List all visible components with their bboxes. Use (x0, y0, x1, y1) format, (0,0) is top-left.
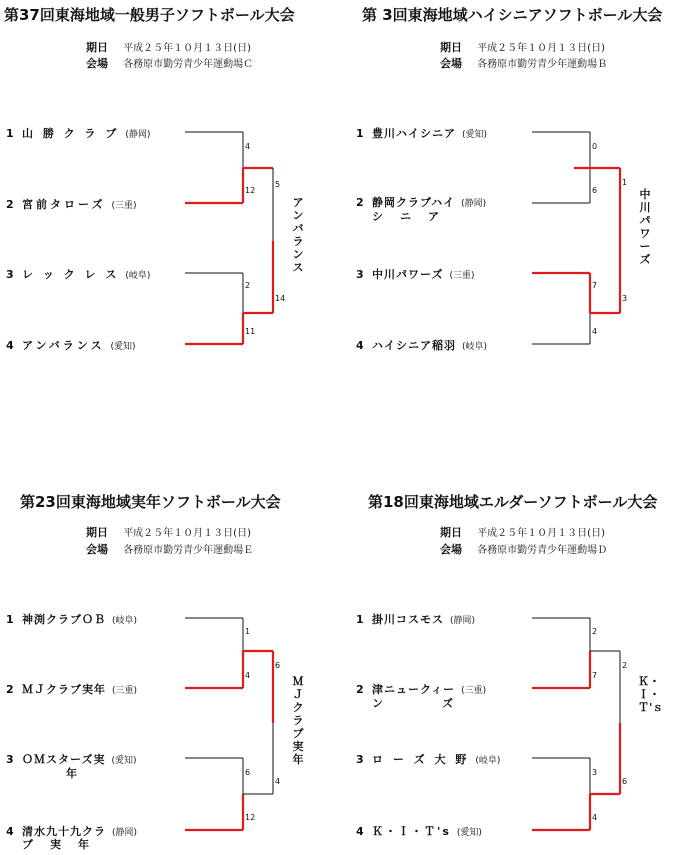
date-value: 平成２５年１０月１３日(日) (477, 528, 605, 539)
venue-value: 各務原市勤労青少年運動場Ｅ (123, 545, 254, 556)
team-entry-cont: ブ 実 年 (22, 838, 92, 851)
score-label: 1 (245, 627, 251, 636)
date-label: 期日 (440, 41, 462, 54)
team-entry: 4 アンバランス (愛知) (6, 339, 136, 352)
team-entry: 1 山 勝 ク ラ ブ (静岡) (6, 127, 151, 140)
team-entry-cont: ン ズ (372, 697, 456, 710)
date-value: 平成２５年１０月１３日(日) (123, 528, 251, 539)
venue-label: 会場 (440, 543, 462, 556)
team-entry-cont: シ ニ ア (372, 210, 442, 223)
team-entry: 3 ＯＭスターズ実 (愛知) (6, 753, 137, 766)
team-entry-cont: 年 (66, 767, 80, 780)
score-label: 4 (275, 777, 281, 786)
champion-name: Ｋ・Ｉ・Ｔ'ｓ (638, 675, 664, 714)
score-label: 6 (275, 661, 281, 670)
score-label: 0 (592, 142, 598, 151)
score-label: 1 (622, 178, 628, 187)
team-entry: 3 中川パワーズ (三重) (356, 268, 475, 281)
venue-label: 会場 (86, 543, 108, 556)
score-label: 11 (245, 327, 256, 336)
team-entry: 1 掛川コスモス (静岡) (356, 613, 476, 626)
bracket-general-men (0, 0, 350, 427)
team-entry: 2 津ニュークィー (三重) (356, 683, 487, 696)
date-label: 期日 (86, 41, 108, 54)
team-entry: 3 ロ ー ズ 大 野 (岐阜) (356, 753, 501, 766)
score-label: 4 (592, 327, 598, 336)
date-value: 平成２５年１０月１３日(日) (123, 43, 251, 54)
tournament-title: 第18回東海地域エルダーソフトボール大会 (368, 493, 658, 511)
score-label: 4 (245, 671, 251, 680)
score-label: 14 (275, 294, 286, 303)
date-label: 期日 (440, 526, 462, 539)
score-label: 3 (622, 294, 628, 303)
champion-name: アンバランス (292, 196, 304, 274)
bracket-jitsunen (0, 427, 350, 854)
team-entry: 4 清水九十九クラ (静岡) (6, 825, 138, 838)
score-label: 7 (592, 281, 598, 290)
team-entry: 2 ＭＪクラブ実年 (三重) (6, 683, 138, 696)
team-entry: 1 神渕クラブＯＢ (岐阜) (6, 613, 138, 626)
score-label: 12 (245, 186, 256, 195)
score-label: 2 (622, 661, 628, 670)
score-label: 6 (622, 777, 628, 786)
score-label: 4 (592, 813, 598, 822)
score-label: 6 (592, 186, 598, 195)
team-entry: 4 ハイシニア稲羽 (岐阜) (356, 339, 488, 352)
venue-label: 会場 (440, 57, 462, 70)
team-entry: 2 宮前タローズ (三重) (6, 198, 137, 211)
score-label: 2 (592, 627, 598, 636)
venue-value: 各務原市勤労青少年運動場Ｂ (477, 59, 608, 70)
tournament-title: 第37回東海地域一般男子ソフトボール大会 (4, 6, 295, 24)
score-label: 5 (275, 180, 281, 189)
date-label: 期日 (86, 526, 108, 539)
date-value: 平成２５年１０月１３日(日) (477, 43, 605, 54)
score-label: 3 (592, 768, 598, 777)
tournament-title: 第 3回東海地域ハイシニアソフトボール大会 (362, 6, 663, 24)
bracket-high-senior (350, 0, 700, 427)
team-entry: 1 豊川ハイシニア (愛知) (356, 127, 488, 140)
bracket-lines (350, 427, 700, 854)
score-label: 7 (592, 671, 598, 680)
venue-value: 各務原市勤労青少年運動場Ｄ (477, 545, 608, 556)
score-label: 12 (245, 813, 256, 822)
score-label: 6 (245, 768, 251, 777)
team-entry: 3 レ ッ ク レ ス (岐阜) (6, 268, 151, 281)
score-label: 4 (245, 142, 251, 151)
venue-value: 各務原市勤労青少年運動場Ｃ (123, 59, 254, 70)
bracket-elder (350, 427, 700, 854)
tournament-title: 第23回東海地域実年ソフトボール大会 (20, 493, 281, 511)
bracket-lines (0, 427, 350, 854)
champion-name: ＭＪクラブ実年 (292, 675, 304, 766)
champion-name: 中川パワーズ (639, 188, 651, 266)
venue-label: 会場 (86, 57, 108, 70)
score-label: 2 (245, 281, 251, 290)
team-entry: 4 Ｋ・Ｉ・Ｔ's (愛知) (356, 825, 482, 838)
team-entry: 2 静岡クラブハイ (静岡) (356, 196, 487, 209)
